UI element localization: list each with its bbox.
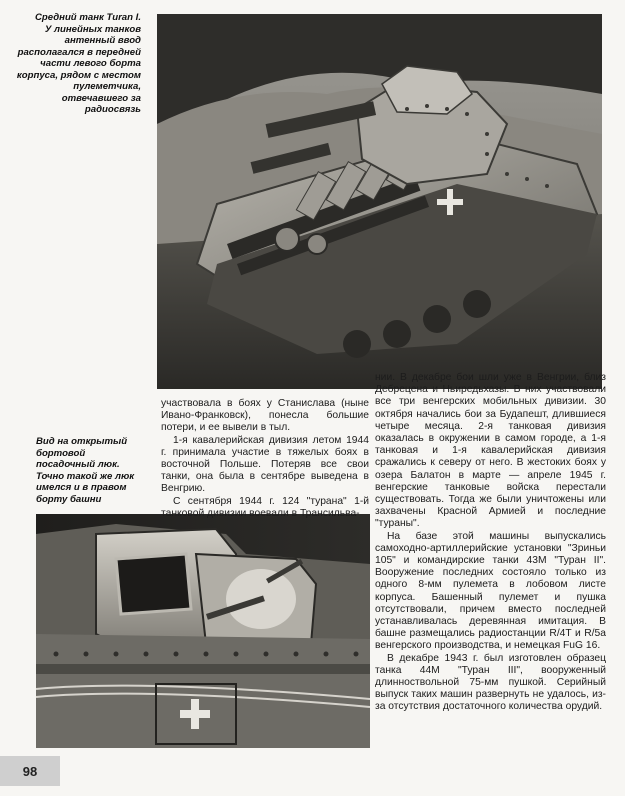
text-column-right <box>375 372 606 714</box>
paragraph: участвовала в боях у Станислава (ныне Ивано-Франковск), понесла большие потери, и ее вывели в тыл. <box>161 398 369 434</box>
page-number: 98 <box>0 756 60 786</box>
tank-photo-hatch <box>36 514 370 748</box>
caption-title: Средний танк Turan I. <box>34 12 141 23</box>
caption-body: У линейных танков антенный ввод располагался в передней части левого борта корпуса, рядом с местом пулеметчика, отвечавшего за радиосвязь <box>16 23 141 115</box>
photo-caption-top <box>8 12 141 116</box>
paragraph: нии. В декабре бои шли уже в Венгрии, близ Дебрецена и Ньиредьхазы. В них участвовали все три венгерских мобильных дивизии. 30 октября начались бои за Будапешт, длившиеся четыре месяца. 2-я танковая дивизия оказалась в окружении в самом городе, а 1-я танковая и 1-я кавалерийская дивизия сражались к северу от него. В жестоких боях у озера Балатон в марте — апреле 1945 г. венгерские танковые войска перестали существовать. Тогда же были уничтожены или захвачены Красной Армией и последние "тураны". <box>375 372 606 530</box>
paragraph: С сентября 1944 г. 124 "турана" 1-й танковой дивизии воевали в Трансильва- <box>161 495 369 519</box>
paragraph: 1-я кавалерийская дивизия летом 1944 г. принимала участие в тяжелых боях в восточной Польше. Потеряв все свои танки, она была в сентябре выведена в Венгрию. <box>161 434 369 495</box>
tank-photo-front <box>157 14 602 389</box>
paragraph: В декабре 1943 г. был изготовлен образец танка 44М "Туран III", вооруженный длинноствольной 75-мм пушкой. Серийный выпуск таких машин развернуть не удалось, из-за отсутствия достаточного количества орудий. <box>375 652 606 713</box>
paragraph: На базе этой машины выпускались самоходно-артиллерийские установки "Зриньи 105" и командирские танки 43М "Туран II". Вооружение последних состояло только из одного 8-мм пулемета в лобовом листе корпуса. Башенный пулемет и пушка отсутствовали, причем вместо последней устанавливалась деревянная имитация. В башне размещались радиостанции R/4T и R/5a венгерского производства, и немецкая FuG 16. <box>375 530 606 652</box>
photo-caption-hatch: Вид на открытый бортовой посадочный люк. Точно такой же люк имелся и в правом борту башни <box>36 436 135 505</box>
text-column-left <box>161 398 369 520</box>
